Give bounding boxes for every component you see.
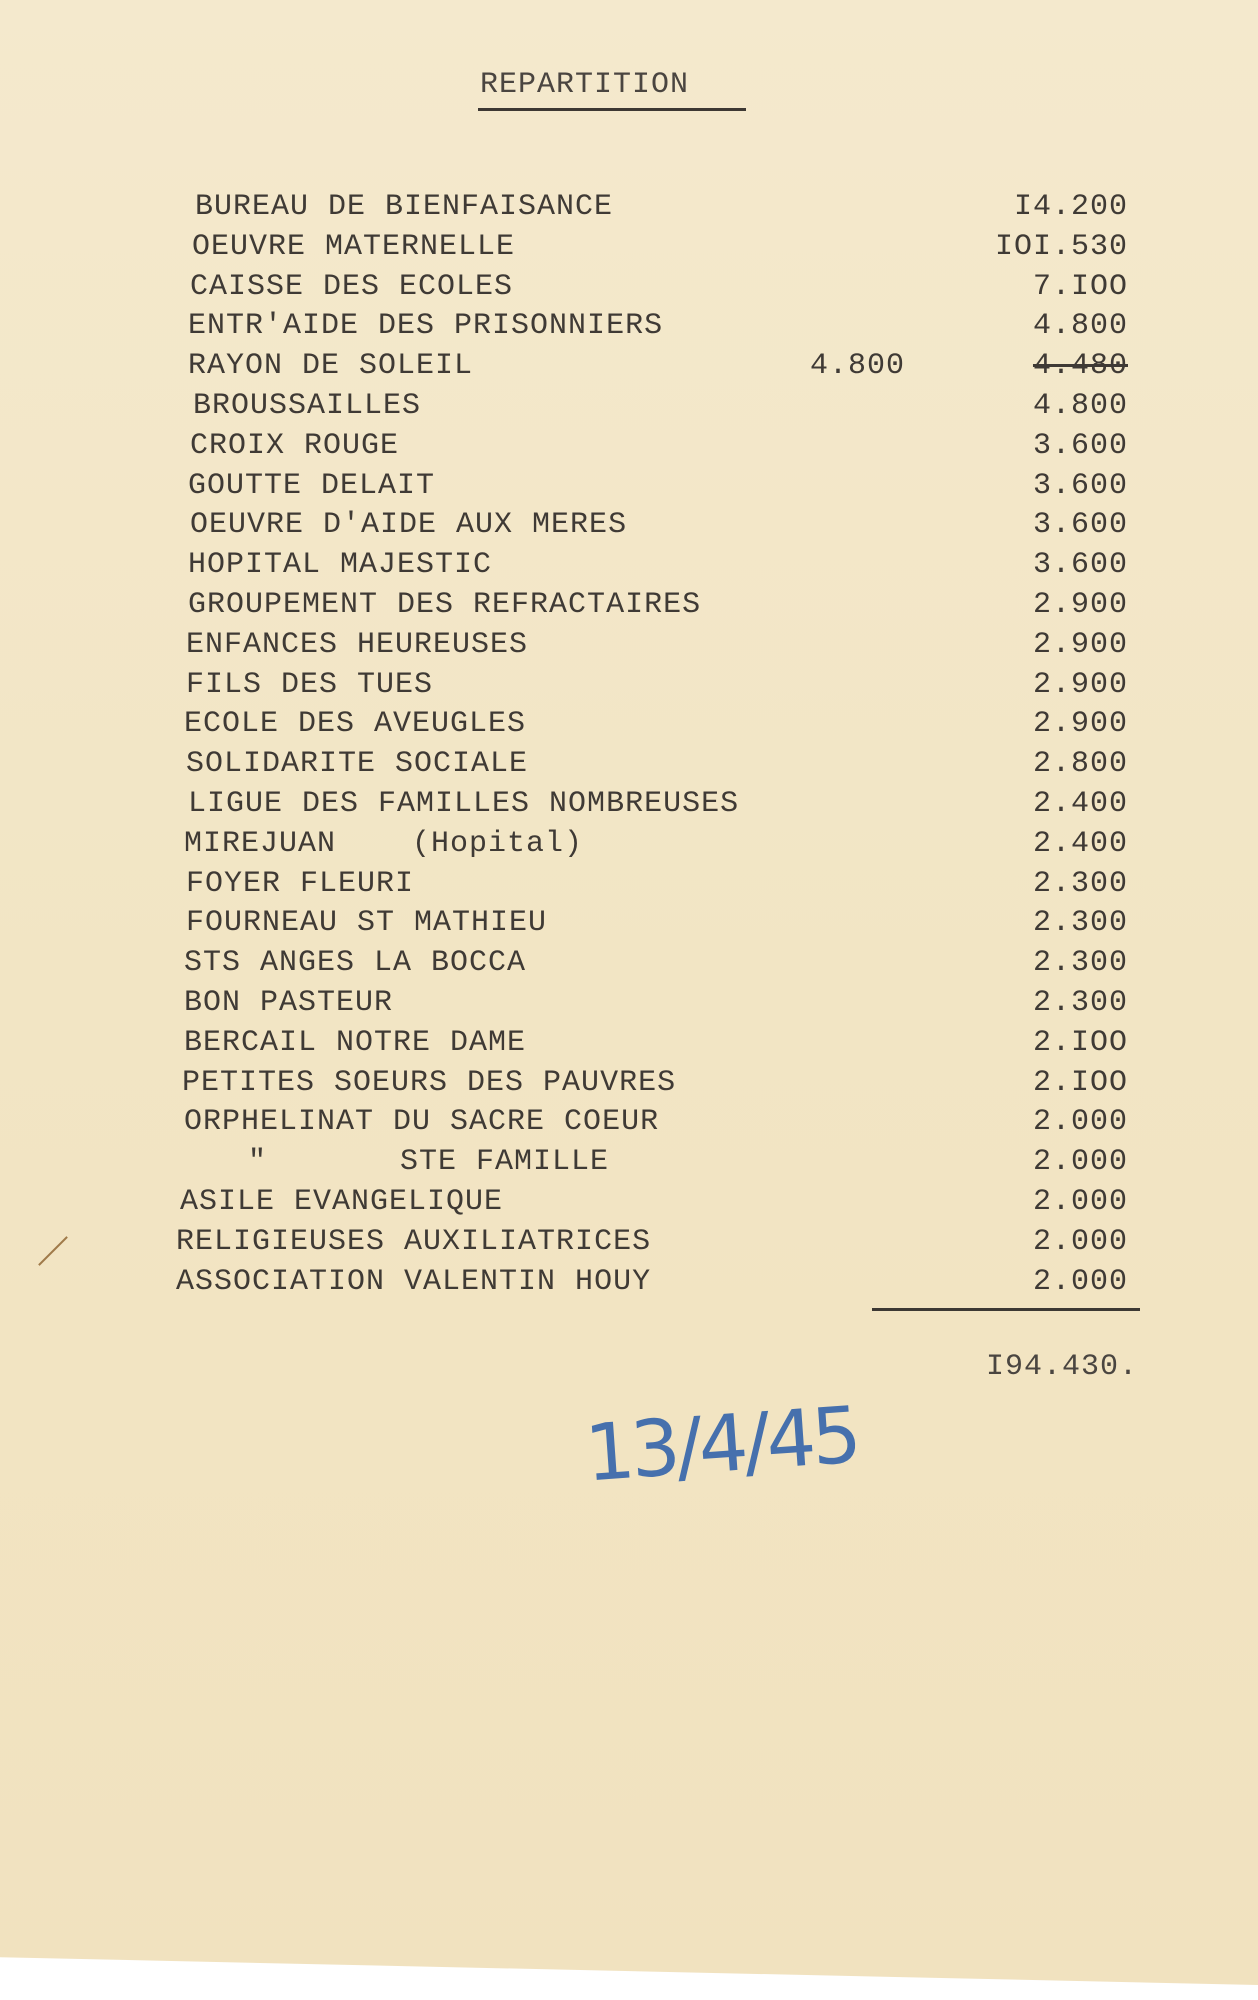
row-amount: 2.900 [1032,667,1128,702]
row-amount: 2.300 [1032,866,1128,901]
list-row [0,668,1258,708]
row-name: STS ANGES LA BOCCA [184,946,527,981]
row-name: RELIGIEUSES AUXILIATRICES [176,1224,652,1259]
row-amount: 2.300 [1032,946,1128,981]
row-amount: 2.300 [1032,986,1128,1020]
row-amount: IOI.530 [994,229,1128,264]
row-name: FOYER FLEURI [186,866,415,901]
row-name: OEUVRE MATERNELLE [192,229,516,264]
list-row [0,309,1258,349]
row-amount: 2.IOO [1032,1065,1128,1100]
row-name: FOURNEAU ST MATHIEU [186,906,548,941]
row-name: ORPHELINAT DU SACRE COEUR [184,1105,660,1140]
handwritten-date: 13/4/45 [582,1390,861,1500]
row-name: CAISSE DES ECOLES [190,269,514,304]
list-row [0,707,1258,747]
list-row [0,827,1258,867]
document-title: REPARTITION [480,68,690,102]
row-amount: 3.600 [1032,548,1128,583]
row-name: BUREAU DE BIENFAISANCE [195,190,614,224]
row-name: RAYON DE SOLEIL [188,349,474,384]
list-row [0,429,1258,469]
row-name: SOLIDARITE SOCIALE [186,747,529,782]
row-amount: 2.000 [1032,1145,1128,1180]
row-amount: 3.600 [1032,428,1128,463]
list-row [0,230,1258,270]
list-row [0,1185,1258,1225]
row-amount: 3.600 [1032,468,1128,503]
sum-line [872,1308,1140,1311]
row-amount: 4.800 [1032,309,1128,344]
list-row [0,946,1258,986]
list-row [0,1225,1258,1265]
row-amount: 7.IOO [1032,269,1128,304]
row-amount: 2.000 [1032,1264,1128,1299]
list-row [0,628,1258,668]
row-name: OEUVRE D'AIDE AUX MERES [190,508,628,543]
row-name: FILS DES TUES [186,667,434,702]
list-row [0,469,1258,509]
title-underline [478,108,746,111]
row-name: ENTR'AIDE DES PRISONNIERS [188,309,664,344]
row-name: ASSOCIATION VALENTIN HOUY [176,1264,652,1299]
list-row [0,906,1258,946]
list-row [0,548,1258,588]
row-amount: 2.800 [1032,747,1128,782]
row-name: LIGUE DES FAMILLES NOMBREUSES [188,787,740,821]
list-row [0,389,1258,429]
list-row [0,787,1258,827]
total-amount: I94.430. [985,1350,1138,1384]
row-name: HOPITAL MAJESTIC [188,548,493,583]
row-name: CROIX ROUGE [190,428,400,463]
list-row [0,588,1258,628]
row-name: ECOLE DES AVEUGLES [184,707,527,742]
row-amount: 2.000 [1032,1185,1128,1219]
list-row [0,270,1258,310]
row-name: BROUSSAILLES [193,389,422,423]
list-row [0,1066,1258,1106]
row-name: BERCAIL NOTRE DAME [184,1025,527,1060]
row-name: ENFANCES HEUREUSES [186,627,529,662]
list-row [0,747,1258,787]
row-name: ASILE EVANGELIQUE [180,1185,504,1219]
list-row [0,1145,1258,1185]
list-row [0,349,1258,389]
row-corrected-amount: 4.800 [810,349,906,384]
row-amount: 2.900 [1032,588,1128,622]
row-name: GROUPEMENT DES REFRACTAIRES [188,588,702,622]
list-row [0,986,1258,1026]
row-amount: 2.400 [1032,826,1128,861]
row-name: GOUTTE DELAIT [188,468,436,503]
list-row [0,1105,1258,1145]
row-amount: 2.300 [1032,906,1128,941]
row-amount: I4.200 [1013,190,1128,224]
row-amount: 4.800 [1032,389,1128,423]
row-amount: 3.600 [1032,508,1128,543]
list-row [0,867,1258,907]
list-row [0,1026,1258,1066]
row-amount: 2.IOO [1032,1025,1128,1060]
row-amount: 2.400 [1032,787,1128,821]
row-amount: 2.900 [1032,627,1128,662]
row-name: MIREJUAN (Hopital) [184,826,584,861]
row-name: PETITES SOEURS DES PAUVRES [182,1065,677,1100]
row-name: " STE FAMILLE [210,1145,610,1180]
list-row [0,1265,1258,1305]
row-amount: 2.000 [1032,1224,1128,1259]
row-amount: 2.000 [1032,1105,1128,1140]
list-row [0,508,1258,548]
list-row [0,190,1258,230]
row-amount: 4.480 [1032,349,1128,384]
row-name: BON PASTEUR [184,986,394,1020]
row-amount: 2.900 [1032,707,1128,742]
